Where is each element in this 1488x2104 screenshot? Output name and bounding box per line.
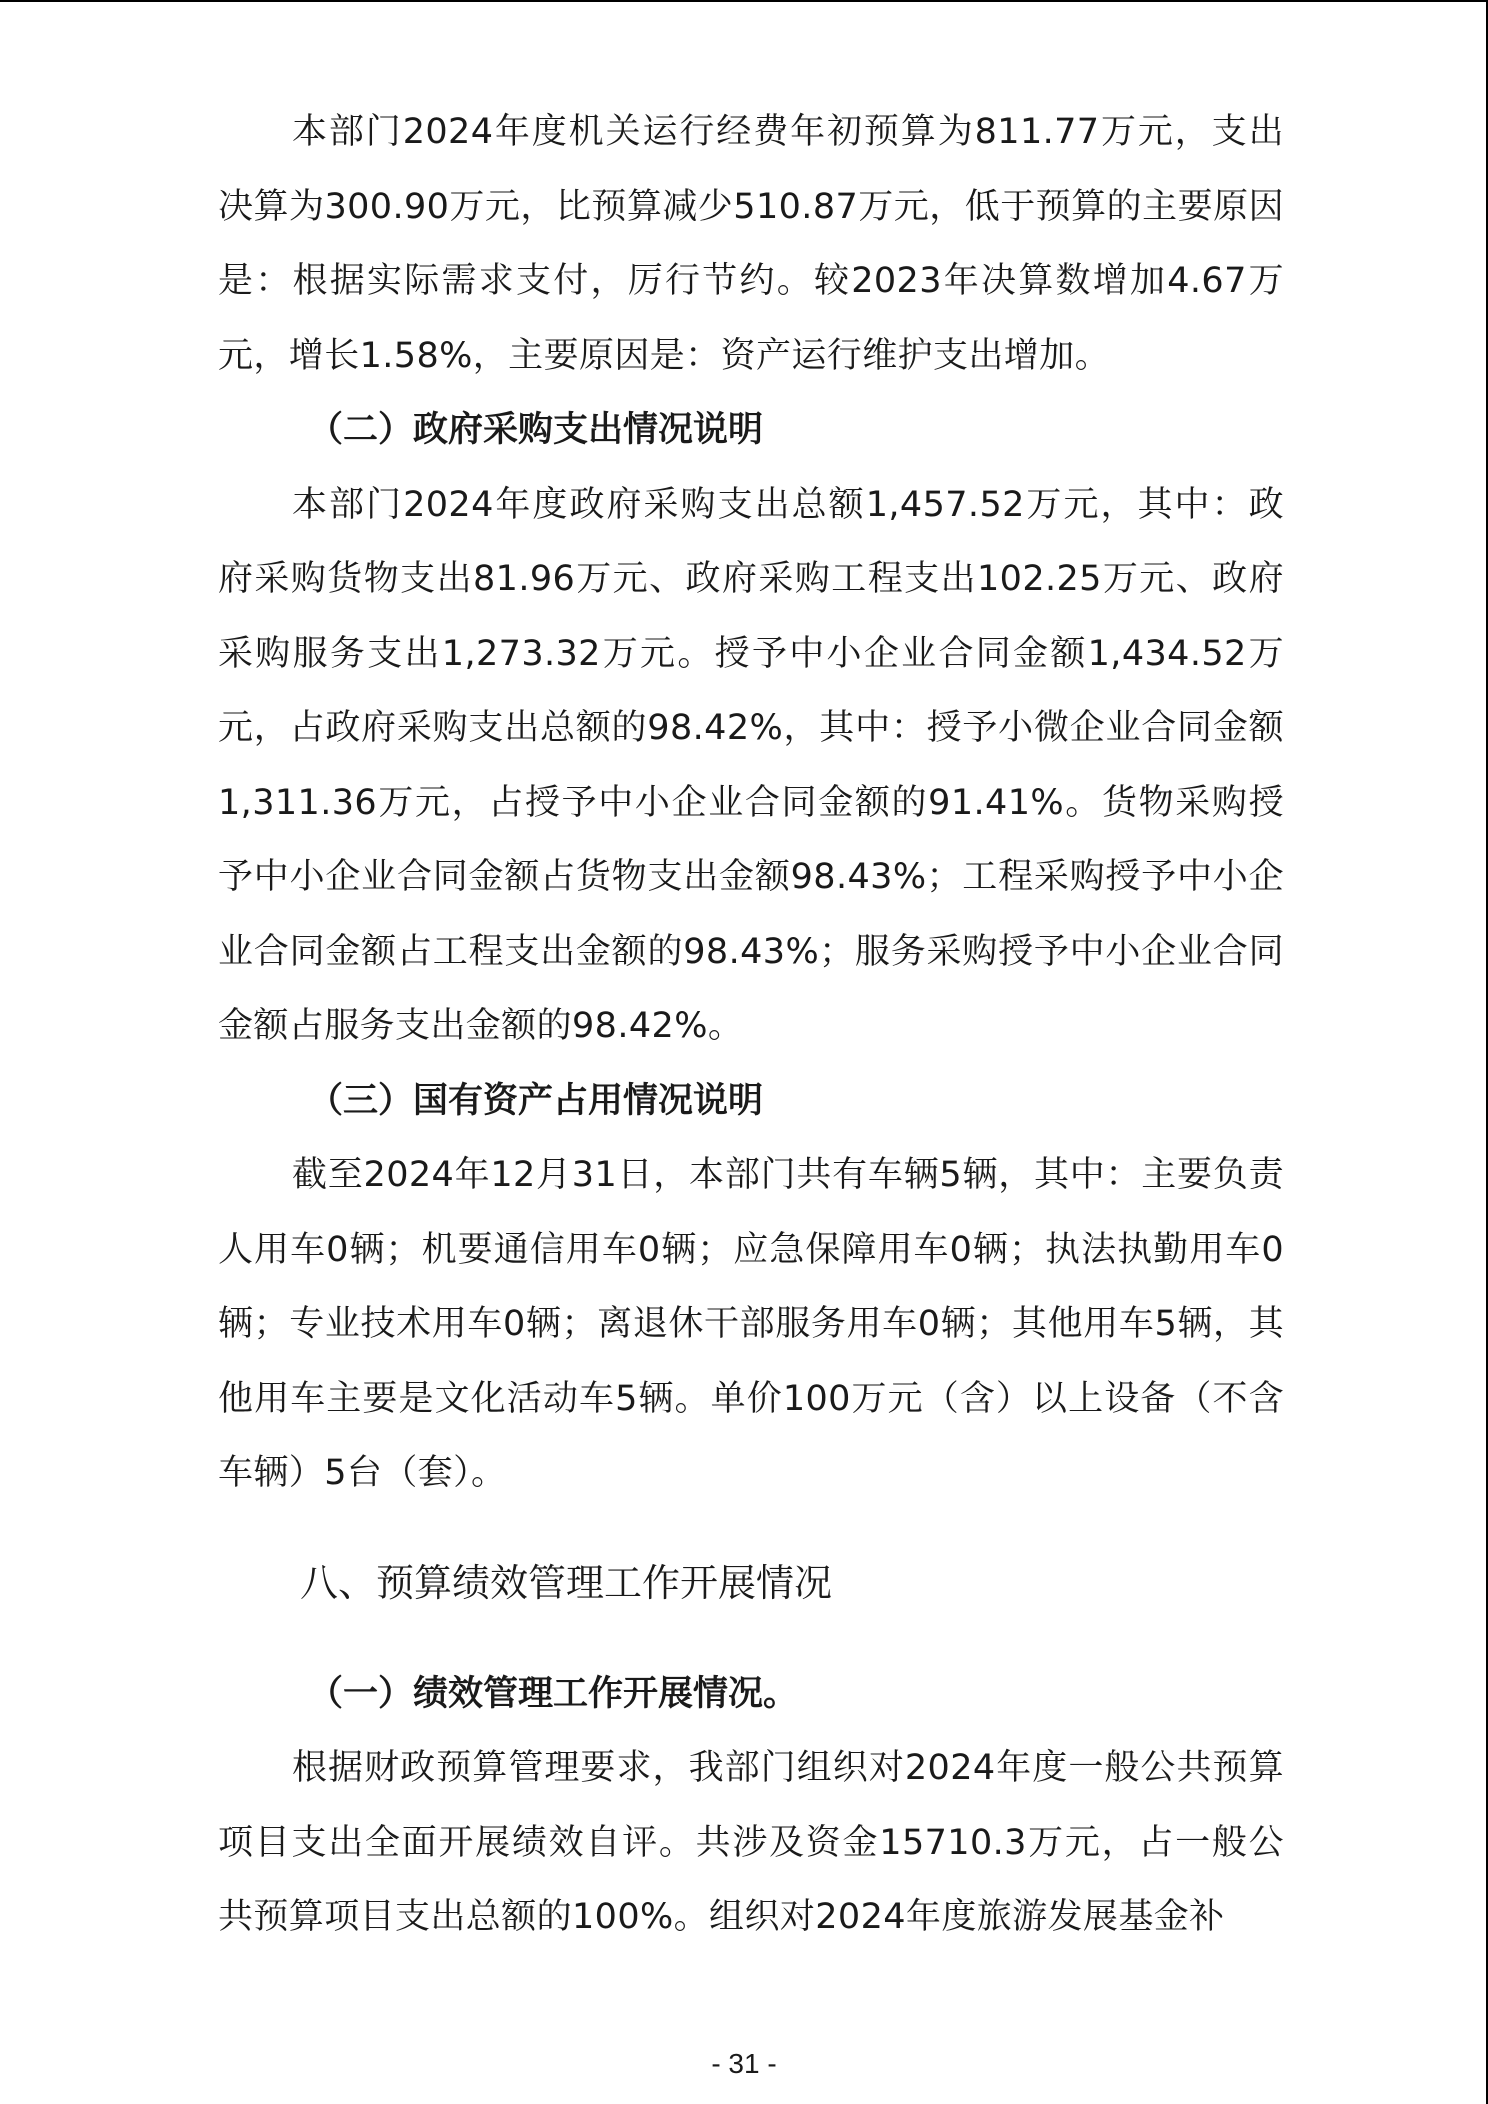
spacer: [218, 1511, 1284, 1553]
paragraph-procurement: 本部门2024年度政府采购支出总额1,457.52万元，其中：政府采购货物支出81.96万元、政府采购工程支出102.25万元、政府采购服务支出1,273.32万元。授予中小企业合同金额1,434.52万元，占政府采购支出总额的98.42%，其中：授予小微企业合同金额1,311.36万元，占授予中小企业合同金额的91.41%。货物采购授予中小企业合同金额占货物支出金额98.43%；工程采购授予中小企业合同金额占工程支出金额的98.43%；服务采购授予中小企业合同金额占服务支出金额的98.42%。: [218, 484, 1284, 1046]
paragraph-performance-work: 根据财政预算管理要求，我部门组织对2024年度一般公共预算项目支出全面开展绩效自评。共涉及资金15710.3万元，占一般公共预算项目支出总额的100%。组织对2024年度旅游发展基金补: [218, 1748, 1284, 1937]
page-body: [218, 95, 1284, 1955]
paragraph-state-assets: 截至2024年12月31日，本部门共有车辆5辆，其中：主要负责人用车0辆；机要通信用车0辆；应急保障用车0辆；执法执勤用车0辆；专业技术用车0辆；离退休干部服务用车0辆；其他用车5辆，其他用车主要是文化活动车5辆。单价100万元（含）以上设备（不含车辆）5台（套）。: [218, 1155, 1284, 1493]
spacer: [218, 1613, 1284, 1657]
page-number: - 31 -: [711, 2048, 777, 2079]
paragraph-operating-costs: 本部门2024年度机关运行经费年初预算为811.77万元，支出决算为300.90万元，比预算减少510.87万元，低于预算的主要原因是：根据实际需求支付，厉行节约。较2023年决算数增加4.67万元，增长1.58%，主要原因是：资产运行维护支出增加。: [218, 112, 1284, 376]
section-heading-performance: 八、预算绩效管理工作开展情况: [300, 1560, 833, 1605]
subheading-procurement: （二）政府采购支出情况说明: [308, 410, 764, 450]
subheading-state-assets: （三）国有资产占用情况说明: [308, 1080, 764, 1121]
subheading-performance-work: （一）绩效管理工作开展情况。: [308, 1673, 799, 1714]
